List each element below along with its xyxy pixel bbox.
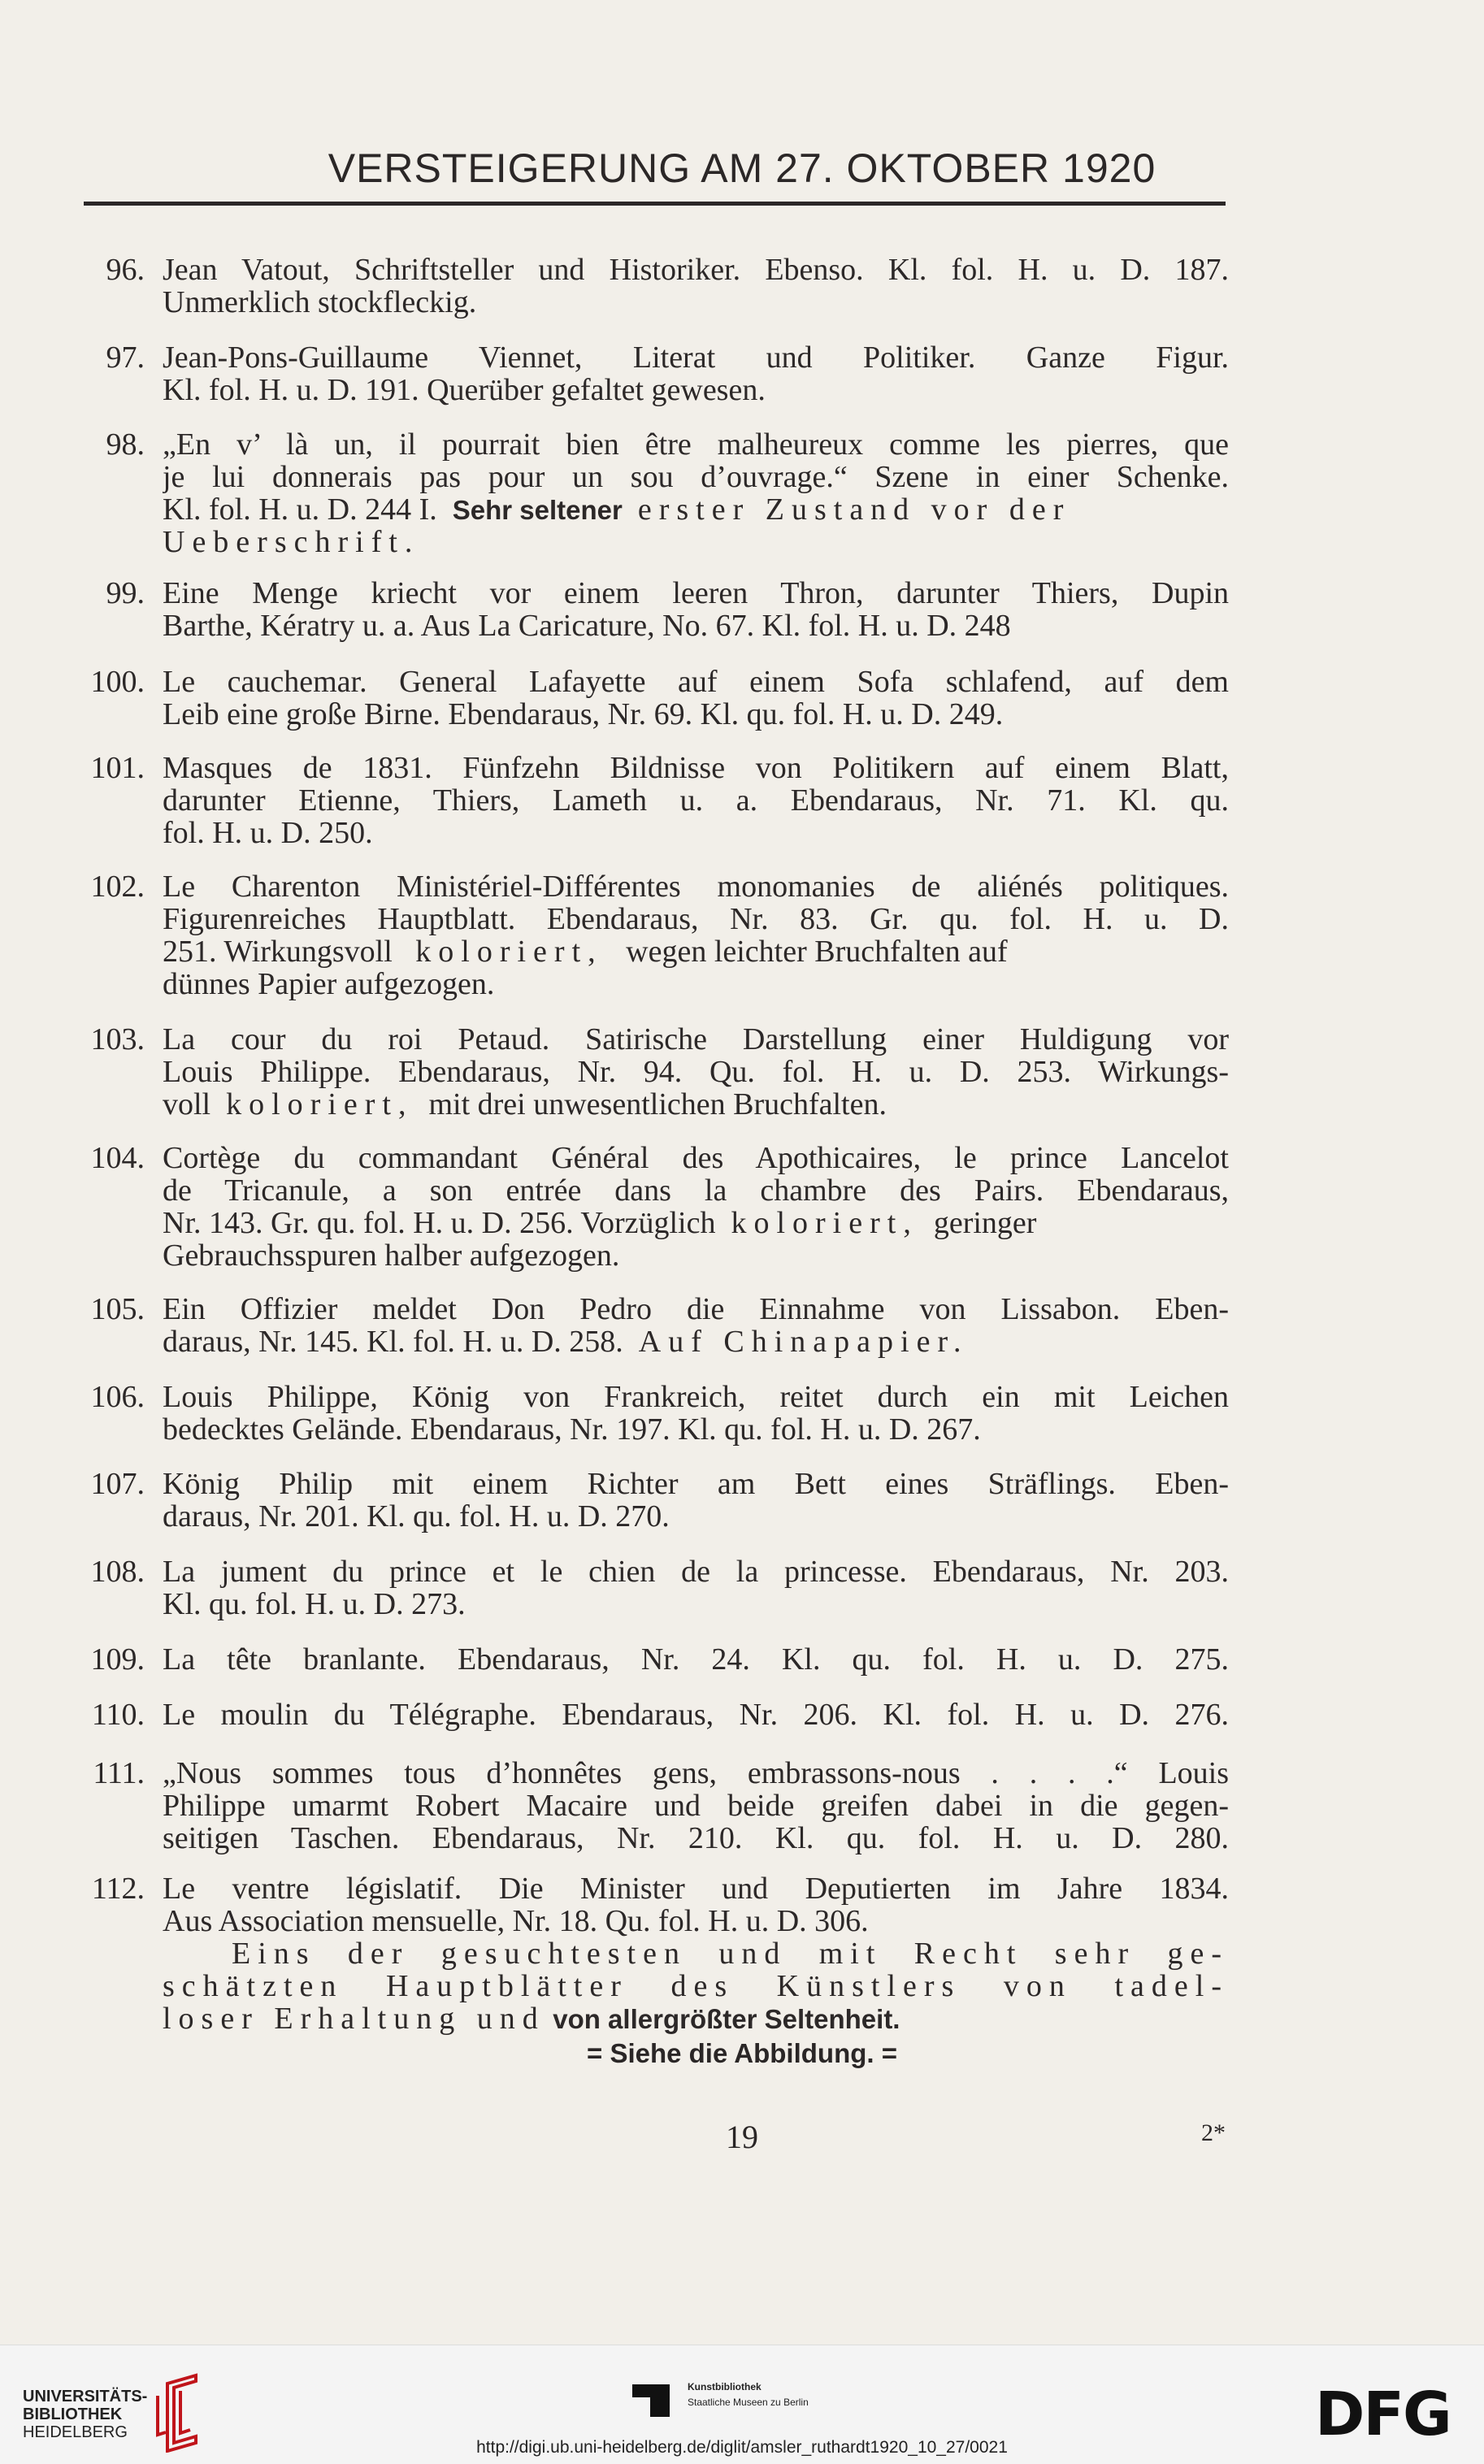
page-header: VERSTEIGERUNG AM 27. OKTOBER 1920 [328,145,1156,191]
entry-line: bedecktes Gelände. Ebendaraus, Nr. 197. Kl. qu. fol. H. u. D. 267. [163,1414,981,1446]
entry-line: Cortège du commandant Général des Apothicaires, le prince Lancelot [163,1143,1229,1174]
entry-number: 96. [106,253,145,287]
entry-text: voll [163,1089,211,1121]
entry-number: 106. [90,1380,145,1414]
entry-line [163,1326,1229,1358]
entry-number: 107. [90,1467,145,1501]
entry-line: Leib eine große Birne. Ebendaraus, Nr. 69. Kl. qu. fol. H. u. D. 249. [163,699,1004,731]
emphasis-spaced: Auf Chinapapier. [638,1326,969,1358]
entry-line: Philippe umarmt Robert Macaire und beide greifen dabei in die gegen- [163,1790,1229,1822]
entry-number: 111. [93,1756,145,1790]
entry-line: Kl. fol. H. u. D. 191. Querüber gefaltet gewesen. [163,375,766,406]
emphasis-bold: Sehr seltener [452,495,623,525]
entry-line: La tête branlante. Ebendaraus, Nr. 24. Kl. qu. fol. H. u. D. 275. [163,1644,1229,1676]
entry-line: Gebrauchsspuren halber aufgezogen. [163,1240,620,1272]
logo-text: Staatliche Museen zu Berlin [688,2397,809,2408]
entry-line: Unmerklich stockfleckig. [163,287,477,319]
entry-number: 100. [90,665,145,699]
emphasis-spaced: erster Zustand vor der [637,494,1071,526]
entry-line: Ein Offizier meldet Don Pedro die Einnahme von Lissabon. Eben- [163,1294,1229,1325]
entry-text: geringer [933,1208,1037,1239]
emphasis-spaced: koloriert, [226,1089,414,1121]
entry-text: Nr. 143. Gr. qu. fol. H. u. D. 256. Vorzüglich [163,1208,716,1239]
entry-line: dünnes Papier aufgezogen. [163,969,495,1000]
entry-number: 105. [90,1292,145,1326]
entry-line: seitigen Taschen. Ebendaraus, Nr. 210. Kl. qu. fol. H. u. D. 280. [163,1823,1229,1855]
entry-number: 103. [90,1022,145,1056]
signature-mark: 2* [1201,2119,1226,2146]
entry-line: Louis Philippe, König von Frankreich, reitet durch ein mit Leichen [163,1382,1229,1413]
entry-line: „Nous sommes tous d’honnêtes gens, embrassons-nous . . . .“ Louis [163,1758,1229,1789]
entry-line: fol. H. u. D. 250. [163,818,373,849]
entry-number: 110. [91,1698,145,1732]
emphasis-bold: von allergrößter Seltenheit. [553,2004,900,2034]
entry-line: Masques de 1831. Fünfzehn Bildnisse von Politikern auf einem Blatt, [163,753,1229,784]
entry-text: daraus, Nr. 145. Kl. fol. H. u. D. 258. [163,1326,623,1358]
entry-line: Le ventre législatif. Die Minister und Deputierten im Jahre 1834. [163,1873,1229,1905]
page-number: 19 [726,2119,758,2155]
entry-line: darunter Etienne, Thiers, Lameth u. a. Ebendaraus, Nr. 71. Kl. qu. [163,785,1229,817]
entry-line: La jument du prince et le chien de la princesse. Ebendaraus, Nr. 203. [163,1556,1229,1588]
entry-line: daraus, Nr. 201. Kl. qu. fol. H. u. D. 270. [163,1501,670,1533]
entry-line: Louis Philippe. Ebendaraus, Nr. 94. Qu. fol. H. u. D. 253. Wirkungs- [163,1056,1229,1088]
emphasis-spaced: loser Erhaltung und [163,2003,545,2035]
entry-line: Le Charenton Ministériel-Différentes monomanies de aliénés politiques. [163,871,1229,903]
logo-text: HEIDELBERG [23,2423,128,2441]
entry-line: Le cauchemar. General Lafayette auf einem Sofa schlafend, auf dem [163,666,1229,698]
entry-number: 99. [106,576,145,610]
entry-text: Kl. fol. H. u. D. 244 I. [163,494,437,526]
entry-line [163,2003,1229,2035]
entry-number: 98. [106,427,145,462]
entry-text: wegen leichter Bruchfalten auf [626,936,1008,968]
entry-text: 251. Wirkungsvoll [163,936,393,968]
entry-line [163,1208,1229,1239]
dfg-logo[interactable]: DFG [1315,2379,1451,2449]
entry-number: 109. [90,1642,145,1677]
logo-text: UNIVERSITÄTS- [23,2388,148,2405]
emphasis-spaced: koloriert, [415,936,603,968]
emphasis-spaced: koloriert, [731,1208,918,1239]
logo-text: Kunstbibliothek [688,2381,762,2392]
entry-number: 104. [90,1141,145,1175]
entry-number: 101. [90,751,145,785]
logo-text: BIBLIOTHEK [23,2405,123,2423]
entry-line: Aus Association mensuelle, Nr. 18. Qu. fol. H. u. D. 306. [163,1906,869,1937]
entry-number: 108. [90,1555,145,1589]
entry-number: 97. [106,341,145,375]
entry-number: 112. [91,1872,145,1906]
entry-line [163,1089,1229,1121]
entry-line: je lui donnerais pas pour un sou d’ouvrage.“ Szene in einer Schenke. [163,462,1229,493]
entry-line: Jean-Pons-Guillaume Viennet, Literat und Politiker. Ganze Figur. [163,342,1229,374]
see-illustration-note: = Siehe die Abbildung. = [587,2038,897,2068]
entry-line: La cour du roi Petaud. Satirische Darstellung einer Huldigung vor [163,1024,1229,1056]
entry-line [163,494,1229,526]
header-rule [84,202,1226,206]
emphasis-spaced: Ueberschrift. [163,527,420,558]
emphasis-spaced: schätzten Hauptblätter des Künstlers von tadel- [163,1971,1229,2002]
entry-text: mit drei unwesentlichen Bruchfalten. [428,1089,887,1121]
viewer-footer [0,2345,1484,2464]
entry-line: Figurenreiches Hauptblatt. Ebendaraus, Nr. 83. Gr. qu. fol. H. u. D. [163,904,1229,935]
entry-line [163,936,1229,968]
kunstbibliothek-icon [631,2375,676,2420]
entry-number: 102. [90,870,145,904]
emphasis-spaced: Eins der gesuchtesten und mit Recht sehr ge- [232,1938,1229,1970]
entry-line: Jean Vatout, Schriftsteller und Historiker. Ebenso. Kl. fol. H. u. D. 187. [163,254,1229,286]
university-library-logo[interactable] [23,2388,147,2441]
entry-line: König Philip mit einem Richter am Bett eines Sträflings. Eben- [163,1468,1229,1500]
entry-line: de Tricanule, a son entrée dans la chambre des Pairs. Ebendaraus, [163,1175,1229,1207]
entry-line: Eine Menge kriecht vor einem leeren Thron, darunter Thiers, Dupin [163,578,1229,609]
entry-line: Kl. qu. fol. H. u. D. 273. [163,1589,466,1620]
entry-line: Barthe, Kératry u. a. Aus La Caricature, No. 67. Kl. fol. H. u. D. 248 [163,610,1011,642]
entry-line: „En v’ là un, il pourrait bien être malheureux comme les pierres, que [163,429,1229,461]
kunstbibliothek-label[interactable] [688,2379,809,2410]
entry-line: Le moulin du Télégraphe. Ebendaraus, Nr. 206. Kl. fol. H. u. D. 276. [163,1699,1229,1731]
permalink-url[interactable]: http://digi.ub.uni-heidelberg.de/diglit/amsler_ruthardt1920_10_27/0021 [476,2438,1008,2457]
